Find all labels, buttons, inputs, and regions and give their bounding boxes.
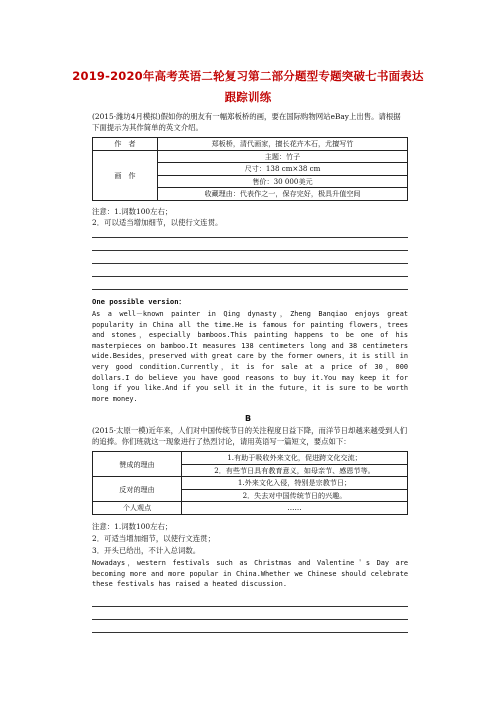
answer-line	[92, 263, 408, 264]
section-b-marker: B	[244, 414, 252, 423]
document-title-line1: 2019-2020年高考英语二轮复习第二部分题型专题突破七书面表达	[72, 69, 424, 83]
con-reason: 2．失去对中国传统节日的兴趣。	[182, 489, 408, 502]
pro-reason: 2．有些节日具有教育意义，如母亲节、感恩节等。	[182, 464, 408, 477]
sample-heading: One possible version：	[92, 297, 186, 306]
con-reason: 1.外来文化入侵，特别是宗教节日；	[182, 477, 408, 490]
answer-line	[92, 237, 408, 238]
answer-line	[92, 606, 408, 607]
answer-line	[92, 289, 408, 290]
own-view-label: 个人观点	[93, 502, 182, 515]
task-a-prompt: (2015·潍坊4月模拟)假如你的朋友有一幅郑板桥的画，要在国际购物网站eBay上出售。请根据下面提示为其作简单的英文介绍。	[92, 112, 401, 133]
pro-reason: 1.有助于吸收外来文化，促进跨文化交流；	[182, 452, 408, 465]
painting-row: 收藏理由：代表作之一，保存完好，极具升值空间	[158, 188, 408, 201]
task-b-prompt: (2015·太原一模)近年来，人们对中国传统节日的关注程度日益下降，而洋节日却越来越受到人们的追捧。你们班就这一现象进行了热烈讨论，请用英语写一篇短文，要点如下：	[92, 426, 408, 447]
con-label: 反对的理由	[93, 477, 182, 502]
task-a-table	[92, 137, 408, 201]
task-b-note: 2．可适当增加细节，以使行文连贯；	[92, 534, 215, 543]
answer-line	[92, 276, 408, 277]
own-view-value: ……	[182, 502, 408, 515]
answer-line	[92, 619, 408, 620]
task-a-note: 2．可以适当增加细节，以使行文连贯。	[92, 218, 223, 227]
task-b-opening: Nowadays，western festivals such as Christmas and Valentine＇s Day are becoming more and more popular in China.Whether we Chinese should celebrate these festivals has raised a heated discussion.	[92, 559, 408, 589]
painting-row: 售价：30 000美元	[158, 175, 408, 188]
task-a-note: 注意：1.词数100左右；	[92, 207, 173, 216]
answer-line	[92, 250, 408, 251]
document-title-line2: 跟踪训练	[224, 90, 272, 104]
sample-essay: As a well－known painter in Qing dynasty，Zheng Banqiao enjoys great popularity in China all the time.He is famous for painting flowers，trees and stones，especially bamboos.This painting happens to be one of his masterpieces on bamboo.It measures 138 centimeters long and 38 centimeters wide.Besides，preserved with great care by the former owners，it is still in very good condition.Currently，it is for sale at a price of 30，000 dollars.I do believe you have good reasons to buy it.You may keep it for long if you like.And if you sell it in the future，it is sure to be worth more money.	[92, 310, 408, 403]
task-b-note: 注意：1.词数100左右；	[92, 522, 173, 531]
author-value: 郑板桥，清代画家，擅长花卉木石，尤擅写竹	[158, 138, 408, 151]
author-label: 作 者	[93, 138, 158, 151]
answer-line	[92, 632, 408, 633]
pro-label: 赞成的理由	[93, 452, 182, 477]
painting-row: 主题：竹子	[158, 150, 408, 163]
task-b-note: 3．开头已给出，不计入总词数。	[92, 546, 201, 555]
painting-label: 画 作	[93, 150, 158, 200]
task-b-table	[92, 451, 408, 515]
painting-row: 尺寸：138 cm×38 cm	[158, 163, 408, 176]
